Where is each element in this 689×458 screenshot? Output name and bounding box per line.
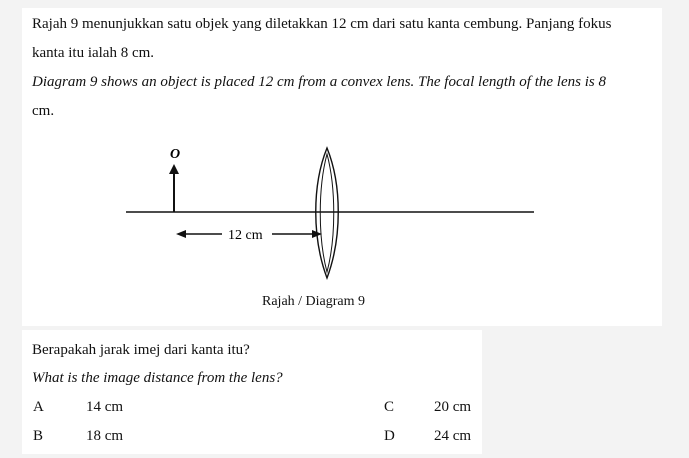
- question-text-malay-line-2: kanta itu ialah 8 cm.: [32, 45, 155, 61]
- object-label: O: [170, 147, 181, 162]
- convex-lens-inner: [320, 154, 334, 272]
- object-arrowhead: [169, 164, 179, 174]
- distance-arrowhead-left: [176, 230, 186, 238]
- distance-label: 12 cm: [228, 228, 263, 243]
- option-value: 18 cm: [86, 428, 124, 444]
- prompt-malay: Berapakah jarak imej dari kanta itu?: [32, 342, 250, 358]
- option-letter: A: [33, 399, 44, 415]
- option-value: 14 cm: [86, 399, 124, 415]
- option-value: 20 cm: [434, 399, 472, 415]
- question-text-malay-line-1: Rajah 9 menunjukkan satu objek yang diletakkan 12 cm dari satu kanta cembung. Panjang fokus: [32, 16, 612, 32]
- diagram-caption: Rajah / Diagram 9: [262, 294, 366, 309]
- option-letter: B: [33, 428, 44, 444]
- option-value: 24 cm: [434, 428, 472, 444]
- convex-lens-outer: [316, 148, 339, 278]
- option-letter: D: [384, 428, 395, 444]
- option-letter: C: [384, 399, 395, 415]
- question-text-english-line-1: Diagram 9 shows an object is placed 12 cm from a convex lens. The focal length of the lens is 8: [32, 74, 606, 90]
- question-text-english-line-2: cm.: [32, 103, 55, 119]
- prompt-english: What is the image distance from the lens?: [32, 370, 283, 386]
